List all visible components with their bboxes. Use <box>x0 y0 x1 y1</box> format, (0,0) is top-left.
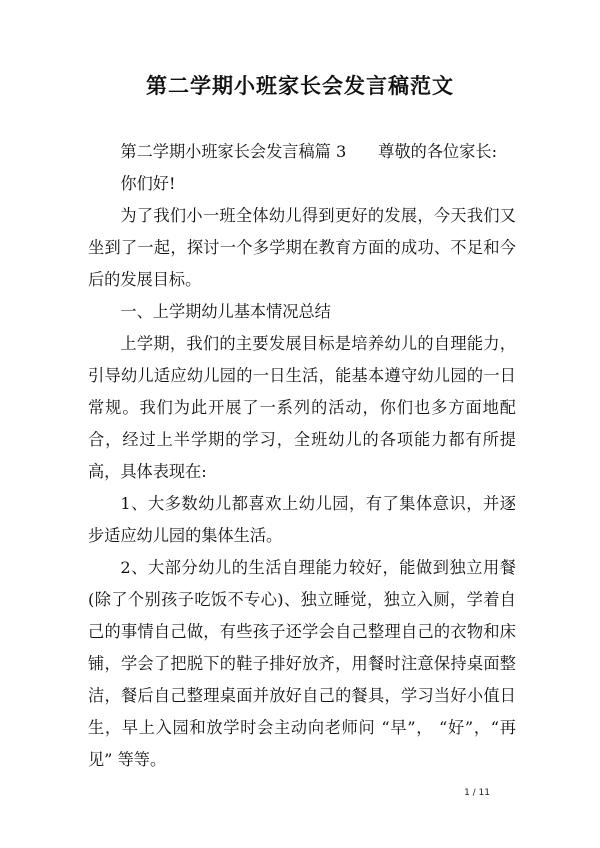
page-number: 1 / 11 <box>464 788 490 798</box>
page-title: 第二学期小班家长会发言稿范文 <box>146 73 454 98</box>
intro-heading: 第二学期小班家长会发言稿篇 3 <box>120 142 347 161</box>
document-body <box>88 136 516 776</box>
paragraph: 1、大多数幼儿都喜欢上幼儿园，有了集体意识，并逐步适应幼儿园的集体生活。 <box>88 494 516 545</box>
paragraph: 为了我们小一班全体幼儿得到更好的发展，今天我们又坐到了一起，探讨一个多学期在教育方面的成功、不足和今后的发展目标。 <box>88 206 516 289</box>
intro-line <box>88 136 516 168</box>
salutation: 尊敬的各位家长: <box>378 142 498 161</box>
paragraph: 2、大部分幼儿的生活自理能力较好，能做到独立用餐(除了个别孩子吃饭不专心)、独立睡觉，独立入厕，学着自己的事情自己做，有些孩子还学会自己整理自己的衣物和床铺，学会了把脱下的鞋子排好放齐，用餐时注意保持桌面整洁，餐后自己整理桌面并放好自己的餐具，学习当好小值日生，早上入园和放学时会主动向老师问 “早”， “好”，“再见” 等等。 <box>88 558 516 769</box>
section-heading: 一、上学期幼儿基本情况总结 <box>120 302 331 321</box>
paragraph: 上学期，我们的主要发展目标是培养幼儿的自理能力，引导幼儿适应幼儿园的一日生活，能基本遵守幼儿园的一日常规。我们为此开展了一系列的活动，你们也多方面地配合，经过上半学期的学习，全班幼儿的各项能力都有所提高，具体表现在: <box>88 334 516 481</box>
greeting: 你们好! <box>120 174 176 193</box>
